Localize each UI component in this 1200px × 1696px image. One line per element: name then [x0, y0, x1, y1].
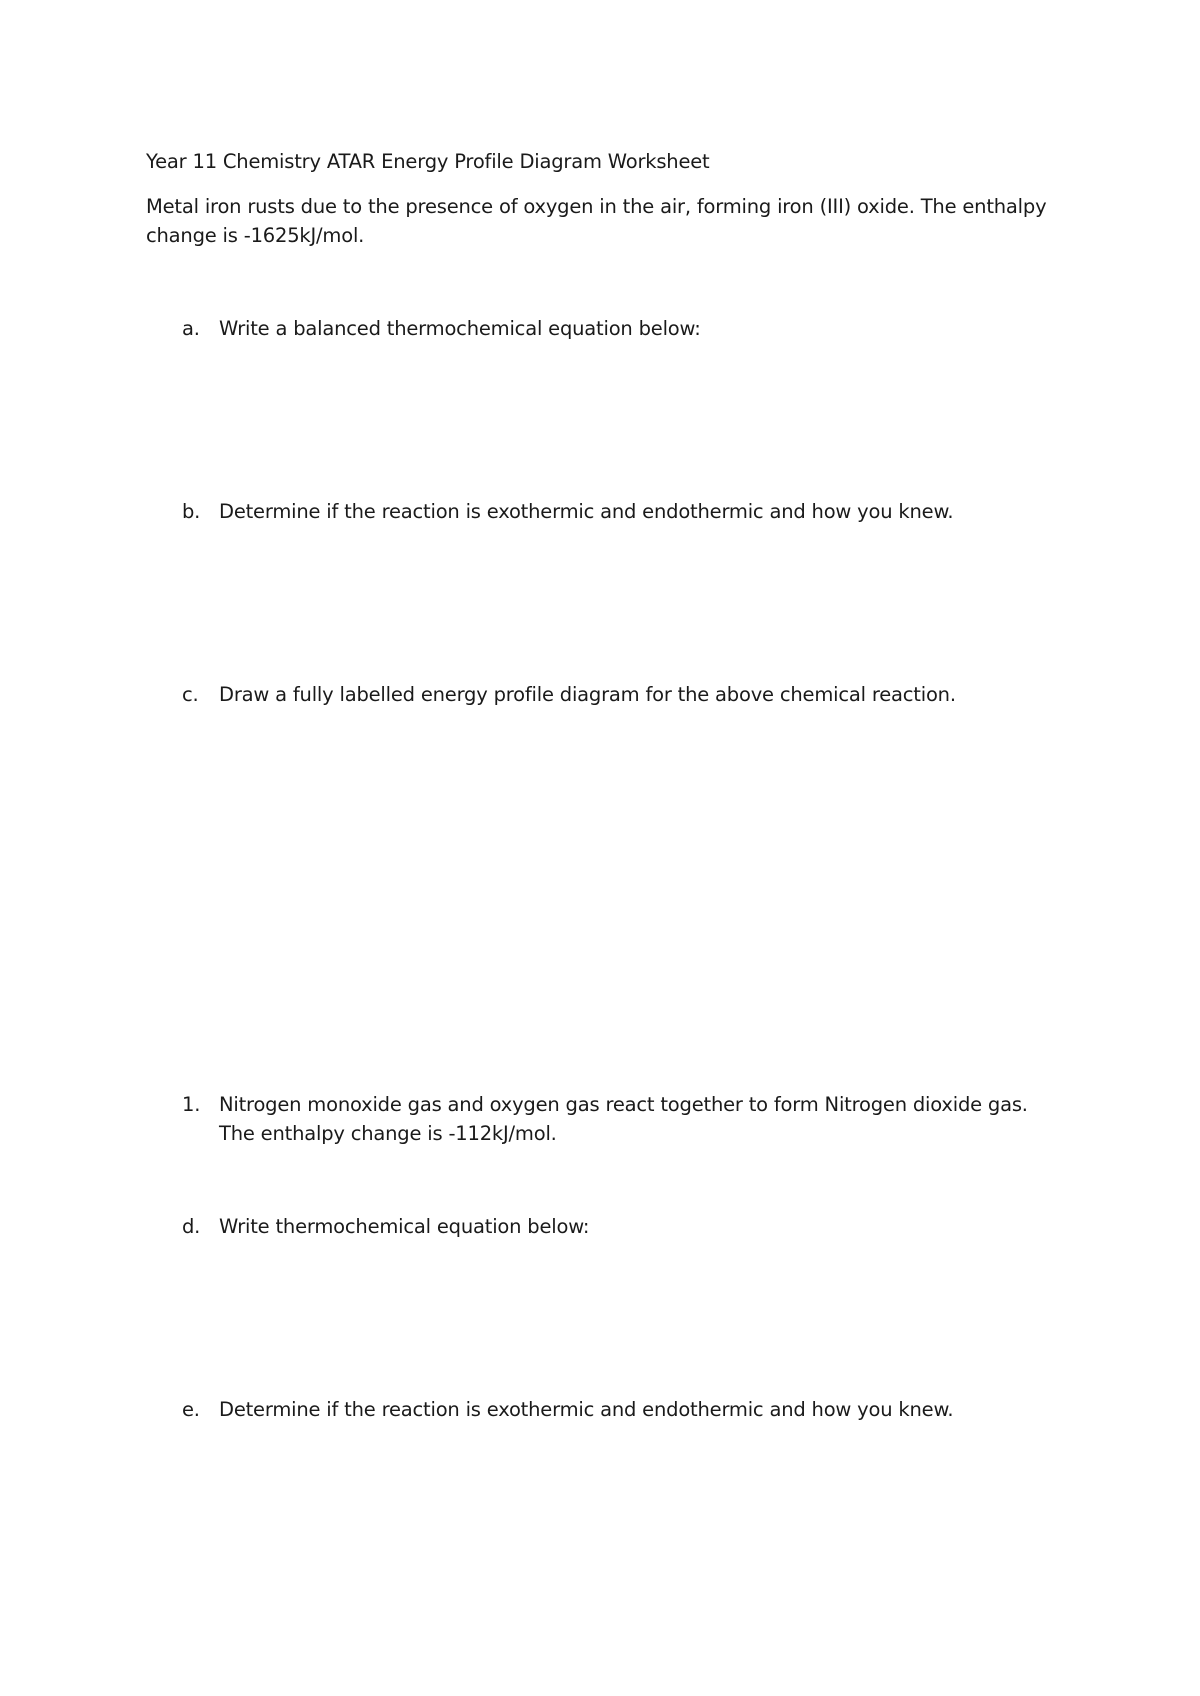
question-c: [182, 680, 1082, 709]
question-text: Determine if the reaction is exothermic and endothermic and how you knew.: [219, 1398, 954, 1421]
list-marker: c.: [182, 683, 199, 706]
question-text: Write a balanced thermochemical equation below:: [219, 317, 701, 340]
list-marker: e.: [182, 1398, 200, 1421]
question-text: Determine if the reaction is exothermic and endothermic and how you knew.: [219, 500, 954, 523]
list-marker: b.: [182, 500, 201, 523]
question-1: [182, 1090, 1082, 1148]
list-marker: 1.: [182, 1093, 201, 1116]
question-text: Write thermochemical equation below:: [219, 1215, 590, 1238]
list-marker: a.: [182, 317, 200, 340]
question-d: [182, 1212, 1082, 1241]
intro-paragraph: Metal iron rusts due to the presence of oxygen in the air, forming iron (III) oxide. The enthalpy change is -1625kJ/mol.: [146, 195, 1047, 247]
list-marker: d.: [182, 1215, 201, 1238]
question-b: [182, 497, 1082, 526]
page-title: Year 11 Chemistry ATAR Energy Profile Diagram Worksheet: [146, 150, 710, 173]
question-e: [182, 1395, 1082, 1424]
question-text: Nitrogen monoxide gas and oxygen gas react together to form Nitrogen dioxide gas. The enthalpy change is -112kJ/mol.: [219, 1093, 1028, 1145]
question-a: [182, 314, 1082, 343]
question-text: Draw a fully labelled energy profile diagram for the above chemical reaction.: [219, 683, 956, 706]
